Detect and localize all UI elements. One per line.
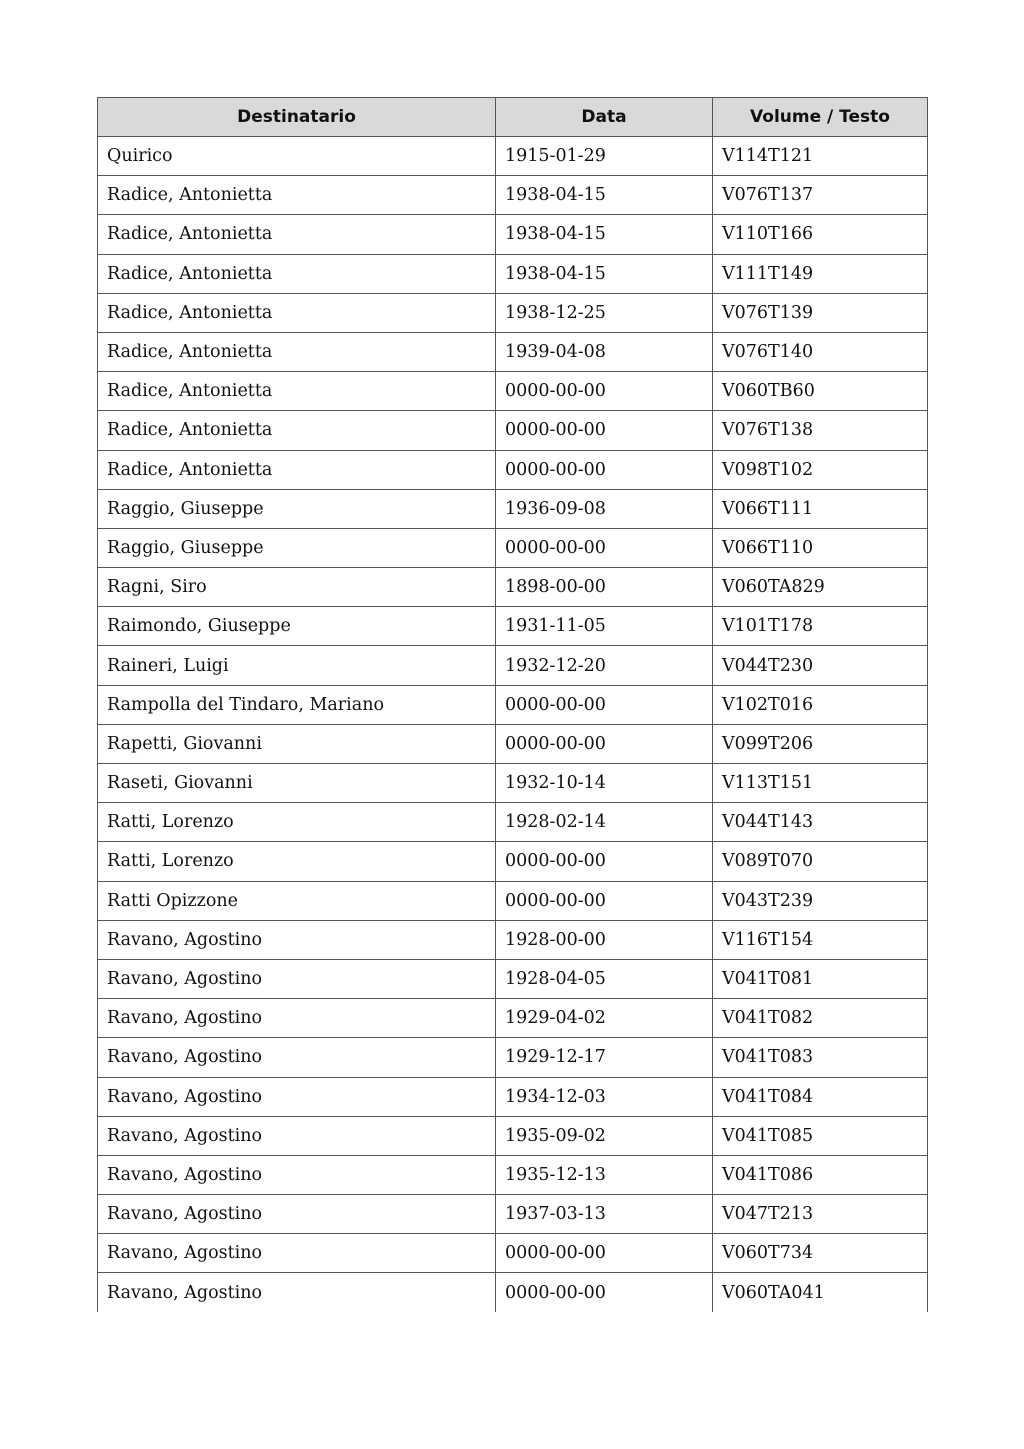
cell-data: 1928-02-14 bbox=[496, 803, 713, 842]
cell-destinatario: Rampolla del Tindaro, Mariano bbox=[98, 685, 496, 724]
table-row bbox=[98, 842, 928, 881]
table-row bbox=[98, 1077, 928, 1116]
cell-volume-testo: V114T121 bbox=[713, 137, 928, 176]
document-page bbox=[97, 97, 927, 1312]
cell-data: 0000-00-00 bbox=[496, 1234, 713, 1273]
cell-data: 0000-00-00 bbox=[496, 881, 713, 920]
cell-volume-testo: V066T111 bbox=[713, 489, 928, 528]
table-row bbox=[98, 568, 928, 607]
cell-destinatario: Ragni, Siro bbox=[98, 568, 496, 607]
cell-data: 0000-00-00 bbox=[496, 411, 713, 450]
cell-destinatario: Ravano, Agostino bbox=[98, 999, 496, 1038]
cell-destinatario: Ravano, Agostino bbox=[98, 1038, 496, 1077]
cell-volume-testo: V102T016 bbox=[713, 685, 928, 724]
table-row bbox=[98, 1234, 928, 1273]
table-row bbox=[98, 881, 928, 920]
table-row bbox=[98, 489, 928, 528]
table-row bbox=[98, 646, 928, 685]
cell-data: 1938-04-15 bbox=[496, 176, 713, 215]
cell-destinatario: Ravano, Agostino bbox=[98, 1077, 496, 1116]
cell-destinatario: Radice, Antonietta bbox=[98, 450, 496, 489]
cell-volume-testo: V101T178 bbox=[713, 607, 928, 646]
cell-destinatario: Raimondo, Giuseppe bbox=[98, 607, 496, 646]
cell-data: 1938-04-15 bbox=[496, 215, 713, 254]
table-row bbox=[98, 1155, 928, 1194]
cell-data: 1932-10-14 bbox=[496, 764, 713, 803]
table-row bbox=[98, 254, 928, 293]
cell-volume-testo: V076T140 bbox=[713, 332, 928, 371]
cell-destinatario: Radice, Antonietta bbox=[98, 293, 496, 332]
cell-volume-testo: V041T083 bbox=[713, 1038, 928, 1077]
cell-volume-testo: V111T149 bbox=[713, 254, 928, 293]
cell-destinatario: Raseti, Giovanni bbox=[98, 764, 496, 803]
cell-volume-testo: V044T143 bbox=[713, 803, 928, 842]
table-row bbox=[98, 293, 928, 332]
cell-destinatario: Ravano, Agostino bbox=[98, 1195, 496, 1234]
cell-volume-testo: V113T151 bbox=[713, 764, 928, 803]
cell-volume-testo: V047T213 bbox=[713, 1195, 928, 1234]
cell-data: 1937-03-13 bbox=[496, 1195, 713, 1234]
cell-destinatario: Ravano, Agostino bbox=[98, 1116, 496, 1155]
table-row bbox=[98, 999, 928, 1038]
table-row bbox=[98, 411, 928, 450]
column-header-destinatario: Destinatario bbox=[98, 98, 496, 137]
cell-data: 1928-04-05 bbox=[496, 959, 713, 998]
table-row bbox=[98, 176, 928, 215]
cell-destinatario: Ravano, Agostino bbox=[98, 1273, 496, 1312]
table-row bbox=[98, 450, 928, 489]
table-row bbox=[98, 607, 928, 646]
table-row bbox=[98, 1038, 928, 1077]
cell-destinatario: Radice, Antonietta bbox=[98, 215, 496, 254]
table-row bbox=[98, 724, 928, 763]
cell-data: 0000-00-00 bbox=[496, 372, 713, 411]
cell-destinatario: Radice, Antonietta bbox=[98, 332, 496, 371]
table-row bbox=[98, 528, 928, 567]
cell-data: 1929-12-17 bbox=[496, 1038, 713, 1077]
cell-data: 1939-04-08 bbox=[496, 332, 713, 371]
cell-destinatario: Ravano, Agostino bbox=[98, 1155, 496, 1194]
cell-destinatario: Raggio, Giuseppe bbox=[98, 489, 496, 528]
cell-destinatario: Radice, Antonietta bbox=[98, 176, 496, 215]
table-row bbox=[98, 685, 928, 724]
table-row bbox=[98, 332, 928, 371]
cell-destinatario: Ravano, Agostino bbox=[98, 1234, 496, 1273]
table-row bbox=[98, 372, 928, 411]
cell-data: 0000-00-00 bbox=[496, 724, 713, 763]
table-row bbox=[98, 920, 928, 959]
cell-destinatario: Ravano, Agostino bbox=[98, 920, 496, 959]
cell-destinatario: Ratti, Lorenzo bbox=[98, 803, 496, 842]
table-row bbox=[98, 1116, 928, 1155]
cell-data: 1935-09-02 bbox=[496, 1116, 713, 1155]
cell-data: 1932-12-20 bbox=[496, 646, 713, 685]
column-header-volume-testo: Volume / Testo bbox=[713, 98, 928, 137]
cell-volume-testo: V041T081 bbox=[713, 959, 928, 998]
cell-volume-testo: V099T206 bbox=[713, 724, 928, 763]
cell-destinatario: Quirico bbox=[98, 137, 496, 176]
cell-volume-testo: V060TB60 bbox=[713, 372, 928, 411]
cell-volume-testo: V116T154 bbox=[713, 920, 928, 959]
cell-data: 1938-12-25 bbox=[496, 293, 713, 332]
cell-volume-testo: V060TA041 bbox=[713, 1273, 928, 1312]
table-row bbox=[98, 1273, 928, 1312]
cell-destinatario: Radice, Antonietta bbox=[98, 411, 496, 450]
cell-data: 0000-00-00 bbox=[496, 528, 713, 567]
cell-data: 1915-01-29 bbox=[496, 137, 713, 176]
cell-volume-testo: V041T082 bbox=[713, 999, 928, 1038]
cell-volume-testo: V060T734 bbox=[713, 1234, 928, 1273]
cell-volume-testo: V044T230 bbox=[713, 646, 928, 685]
letters-table bbox=[97, 97, 928, 1312]
cell-volume-testo: V098T102 bbox=[713, 450, 928, 489]
cell-destinatario: Raggio, Giuseppe bbox=[98, 528, 496, 567]
cell-destinatario: Radice, Antonietta bbox=[98, 254, 496, 293]
cell-volume-testo: V066T110 bbox=[713, 528, 928, 567]
cell-data: 0000-00-00 bbox=[496, 685, 713, 724]
table-header bbox=[98, 98, 928, 137]
cell-volume-testo: V076T138 bbox=[713, 411, 928, 450]
cell-data: 1898-00-00 bbox=[496, 568, 713, 607]
cell-volume-testo: V076T139 bbox=[713, 293, 928, 332]
cell-data: 1934-12-03 bbox=[496, 1077, 713, 1116]
cell-volume-testo: V089T070 bbox=[713, 842, 928, 881]
cell-destinatario: Ratti Opizzone bbox=[98, 881, 496, 920]
cell-data: 1938-04-15 bbox=[496, 254, 713, 293]
cell-data: 1929-04-02 bbox=[496, 999, 713, 1038]
table-row bbox=[98, 137, 928, 176]
column-header-data: Data bbox=[496, 98, 713, 137]
cell-volume-testo: V041T086 bbox=[713, 1155, 928, 1194]
cell-data: 1928-00-00 bbox=[496, 920, 713, 959]
table-body bbox=[98, 137, 928, 1313]
cell-data: 0000-00-00 bbox=[496, 1273, 713, 1312]
cell-destinatario: Ratti, Lorenzo bbox=[98, 842, 496, 881]
cell-destinatario: Rapetti, Giovanni bbox=[98, 724, 496, 763]
table-row bbox=[98, 764, 928, 803]
cell-volume-testo: V060TA829 bbox=[713, 568, 928, 607]
cell-volume-testo: V043T239 bbox=[713, 881, 928, 920]
table-row bbox=[98, 959, 928, 998]
table-row bbox=[98, 803, 928, 842]
cell-data: 1936-09-08 bbox=[496, 489, 713, 528]
cell-volume-testo: V076T137 bbox=[713, 176, 928, 215]
table-row bbox=[98, 215, 928, 254]
cell-data: 0000-00-00 bbox=[496, 450, 713, 489]
cell-destinatario: Radice, Antonietta bbox=[98, 372, 496, 411]
cell-volume-testo: V041T085 bbox=[713, 1116, 928, 1155]
table-row bbox=[98, 1195, 928, 1234]
cell-destinatario: Ravano, Agostino bbox=[98, 959, 496, 998]
cell-data: 1931-11-05 bbox=[496, 607, 713, 646]
cell-volume-testo: V041T084 bbox=[713, 1077, 928, 1116]
cell-data: 1935-12-13 bbox=[496, 1155, 713, 1194]
cell-data: 0000-00-00 bbox=[496, 842, 713, 881]
header-row bbox=[98, 98, 928, 137]
cell-volume-testo: V110T166 bbox=[713, 215, 928, 254]
cell-destinatario: Raineri, Luigi bbox=[98, 646, 496, 685]
